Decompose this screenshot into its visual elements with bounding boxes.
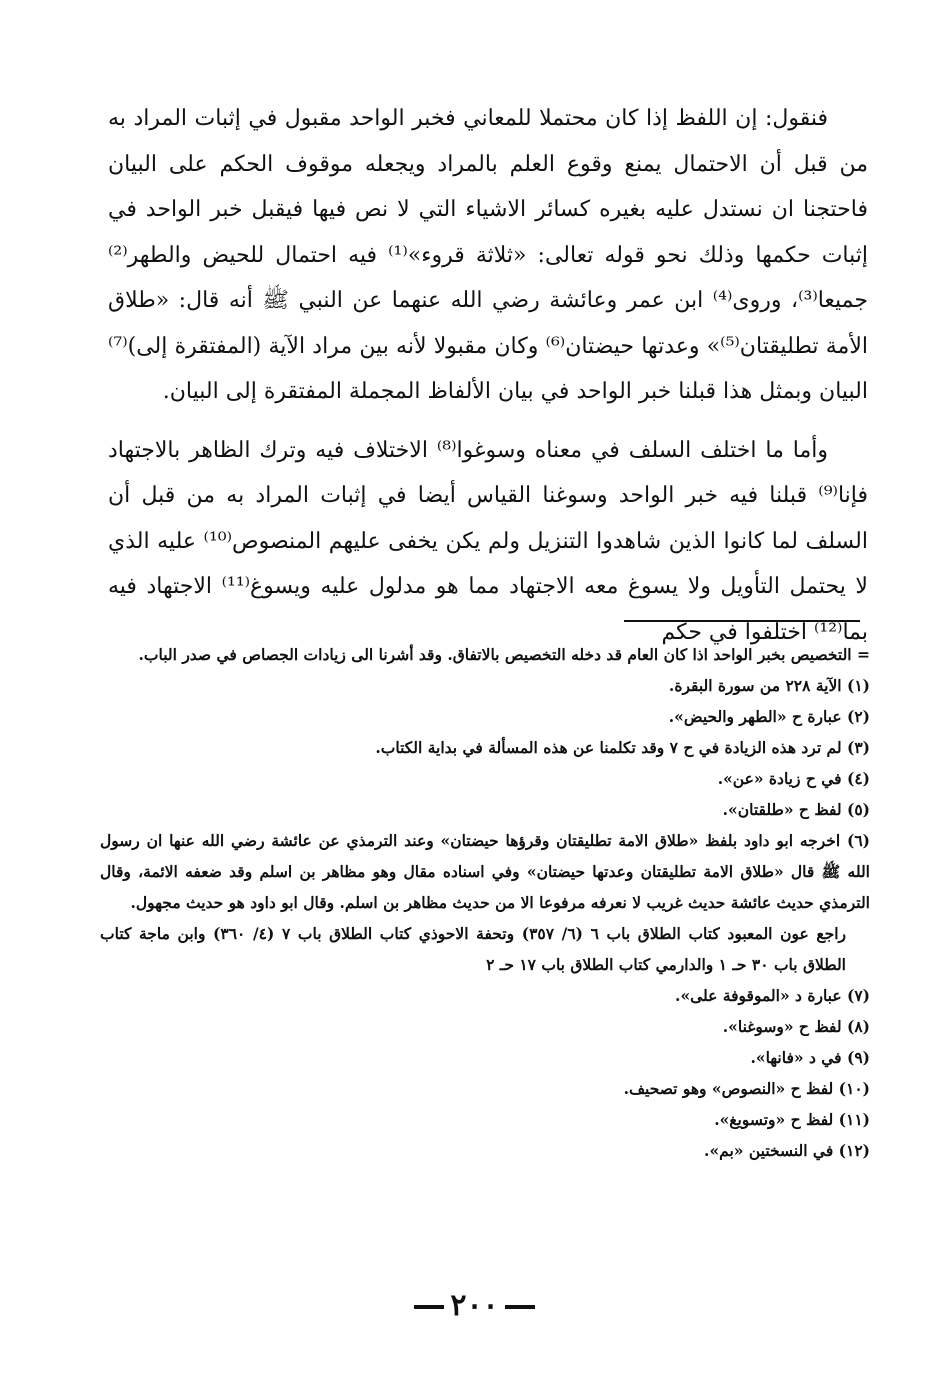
footnote-item: (١٢) في النسختين «بم».	[704, 1141, 870, 1160]
footnote-item: (٨) لفظ ح «وسوغنا».	[722, 1017, 870, 1036]
footnote-item: (١٠) لفظ ح «النصوص» وهو تصحيف.	[623, 1079, 870, 1098]
footnotes	[100, 639, 870, 1166]
main-text	[108, 96, 868, 655]
page-number-value: ٢٠٠	[450, 1288, 499, 1323]
page-number-dash-left	[505, 1305, 535, 1309]
footnote-item: (٢) عبارة ح «الطهر والحيض».	[668, 707, 870, 726]
footnote-item: (١١) لفظ ح «وتسويغ».	[714, 1110, 870, 1129]
footnote-item: (٣) لم ترد هذه الزيادة في ح ٧ وقد تكلمنا عن هذه المسألة في بداية الكتاب.	[375, 738, 870, 757]
footnote-reference: راجع عون المعبود كتاب الطلاق باب ٦ (٦/ ٣٥٧) وتحفة الاحوذي كتاب الطلاق باب ٧ (٤/ ٣٦٠) وابن ماجة كتاب الطلاق باب ٣٠ حـ ١ والدارمي كتاب الطلاق باب ١٧ حـ ٢	[100, 924, 846, 974]
footnote-item: (٧) عبارة د «الموقوفة على».	[675, 986, 870, 1005]
footnote-item: (٦) اخرجه ابو داود بلفظ «طلاق الامة تطليقتان وقرؤها حيضتان» وعند الترمذي عن عائشة رضي الله عنها ان رسول الله ﷺ قال «طلاق الامة تطليقتان وعدتها حيضتان» وفي اسناده مقال وهو مظاهر بن اسلم وقد ضعفه الائمة، وقال الترمذي حديث عائشة حديث غريب لا نعرفه مرفوعا الا من حديث مظاهر بن اسلم. وقال ابو داود هو حديث مجهول.	[100, 831, 870, 912]
footnote-item: (٥) لفظ ح «طلقتان».	[722, 800, 870, 819]
paragraph: فنقول: إن اللفظ إذا كان محتملا للمعاني فخبر الواحد مقبول في إثبات المراد به من قبل أن الاحتمال يمنع وقوع العلم بالمراد ويجعله موقوف الحكم على البيان فاحتجنا ان نستدل عليه بغيره كسائر الاشياء التي لا نص فيها فيقبل خبر الواحد في إثبات حكمها وذلك نحو قوله تعالى: «ثلاثة قروء»⁽¹⁾ فيه احتمال للحيض والطهر⁽²⁾ جميعا⁽³⁾، وروى⁽⁴⁾ ابن عمر وعائشة رضي الله عنهما عن النبي ﷺ أنه قال: «طلاق الأمة تطليقتان⁽⁵⁾» وعدتها حيضتان⁽⁶⁾ وكان مقبولا لأنه بين مراد الآية (المفتقرة إلى)⁽⁷⁾ البيان وبمثل هذا قبلنا خبر الواحد في بيان الألفاظ المجملة المفتقرة إلى البيان.	[108, 106, 869, 404]
footnote-item: (١) الآية ٢٢٨ من سورة البقرة.	[668, 676, 870, 695]
footnote-continuation: = التخصيص بخبر الواحد اذا كان العام قد دخله التخصيص بالاتفاق. وقد أشرنا الى زيادات الجصاص في صدر الباب.	[138, 645, 870, 664]
footnote-item: (٩) في د «فانها».	[750, 1048, 870, 1067]
footnote-divider	[624, 620, 860, 622]
page-number	[0, 1288, 949, 1323]
paragraph: وأما ما اختلف السلف في معناه وسوغوا⁽⁸⁾ الاختلاف فيه وترك الظاهر بالاجتهاد فإنا⁽⁹⁾ قبلنا فيه خبر الواحد وسوغنا القياس أيضا في إثبات المراد به من قبل أن السلف لما كانوا الذين شاهدوا التنزيل ولم يكن يخفى عليهم المنصوص⁽¹⁰⁾ عليه الذي لا يحتمل التأويل ولا يسوغ معه الاجتهاد مما هو مدلول عليه ويسوغ⁽¹¹⁾ الاجتهاد فيه بما⁽¹²⁾ اختلفوا في حكم	[108, 437, 868, 645]
footnote-item: (٤) في ح زيادة «عن».	[717, 769, 870, 788]
page-number-dash-right	[414, 1305, 444, 1309]
